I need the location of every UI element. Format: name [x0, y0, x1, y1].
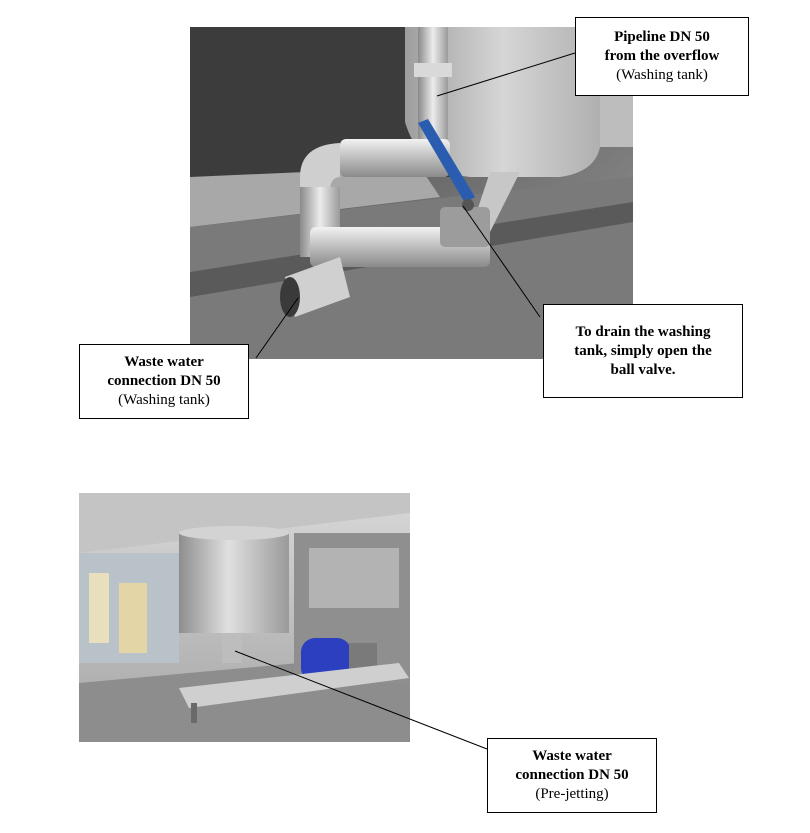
- callout-waste-water-pre-jetting: [487, 738, 657, 813]
- callout-waste-washing-line1: Waste water: [124, 354, 204, 370]
- callout-waste-prejet-line3: (Pre-jetting): [535, 786, 609, 802]
- callout-waste-water-washing-tank: [79, 344, 249, 419]
- callout-pipeline-line2: from the overflow: [604, 48, 720, 64]
- callout-pipeline-line3: (Washing tank): [616, 67, 708, 83]
- photo-pre-jetting-tank: [79, 493, 410, 742]
- callout-pipeline-line1: Pipeline DN 50: [614, 29, 710, 45]
- callout-waste-prejet-line2: connection DN 50: [515, 767, 629, 783]
- callout-waste-washing-line2: connection DN 50: [107, 373, 221, 389]
- callout-pipeline-overflow: [575, 17, 749, 96]
- callout-drain-line1: To drain the washing: [575, 323, 711, 340]
- callout-drain-line2: tank, simply open the: [574, 342, 712, 359]
- callout-waste-washing-line3: (Washing tank): [118, 392, 210, 408]
- callout-drain-ball-valve: [543, 304, 743, 398]
- callout-drain-line3: ball valve.: [610, 361, 676, 378]
- callout-waste-prejet-line1: Waste water: [532, 748, 612, 764]
